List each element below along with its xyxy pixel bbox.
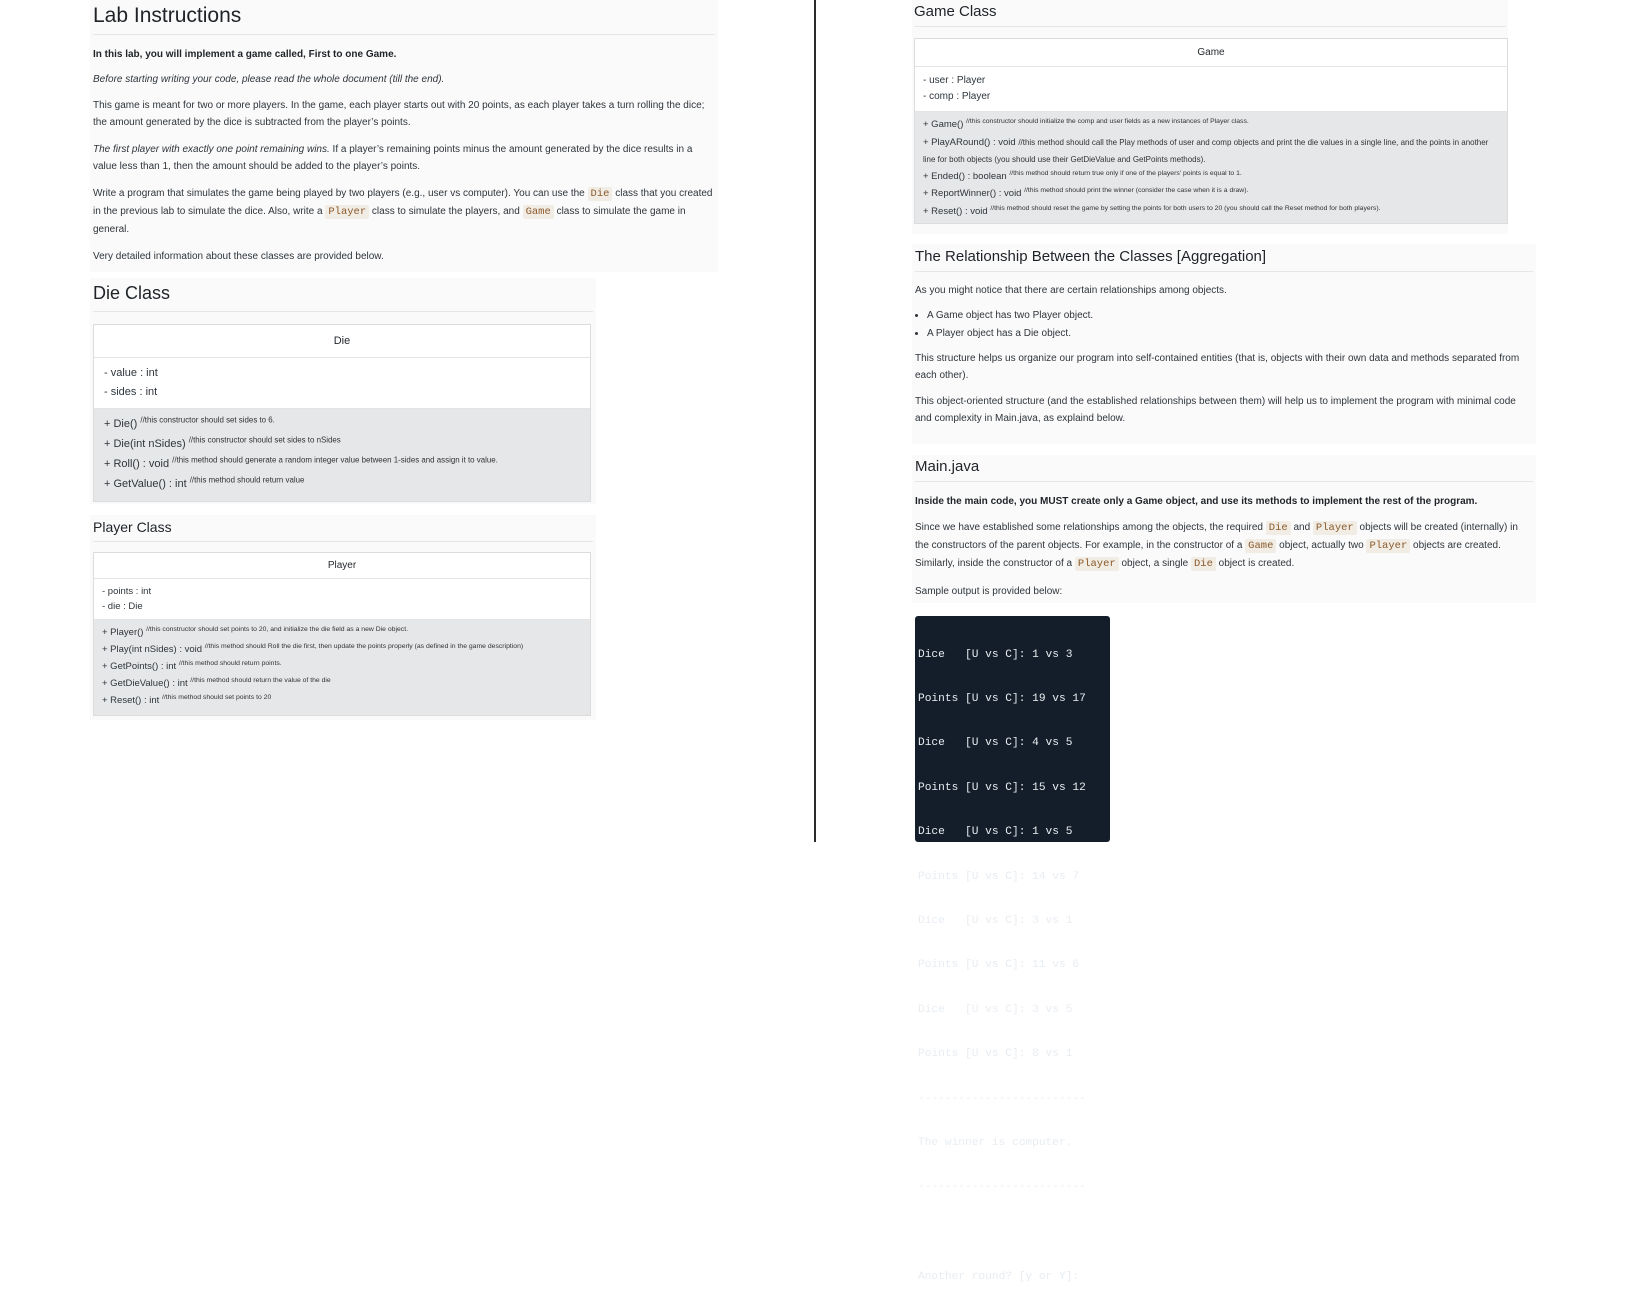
uml-attribute: - sides : int: [104, 386, 158, 398]
main-relationships-paragraph: [915, 519, 1533, 573]
text-span: class to simulate the game in general.: [93, 206, 686, 235]
inline-code-die: Die: [588, 187, 613, 201]
terminal-separator: -------------------------: [918, 1092, 1086, 1105]
uml-method: [923, 203, 1499, 221]
method-comment: //this method should call the Play methods of user and comp objects and print the die values in a single line, and the points in another line for both objects (you should use their GetDieValue and GetPoints methods).: [923, 137, 1489, 164]
method-signature: + Roll() : void: [104, 458, 170, 470]
method-comment: //this method should print the winner (consider the case when it is a draw).: [1024, 186, 1249, 194]
die-uml-title: Die: [94, 325, 590, 358]
inline-code-die: Die: [1191, 557, 1216, 571]
text-span: and: [1290, 522, 1313, 533]
inline-code-die: Die: [1266, 521, 1291, 535]
terminal-line: Points [U vs C]: 11 vs 6: [918, 959, 1080, 972]
game-description-paragraph: This game is meant for two or more players. In the game, each player starts out with 20 points, as each player takes a turn rolling the dice; the amount generated by the dice is subtracted from the player’s points.: [93, 100, 705, 128]
game-uml-table: [914, 38, 1508, 224]
lab-instructions-section: [90, 0, 718, 272]
terminal-line: Points [U vs C]: 19 vs 17: [918, 692, 1086, 705]
terminal-prompt: Another round? [y or Y]:: [918, 1271, 1086, 1284]
text-span: class to simulate the players, and: [369, 206, 523, 217]
uml-method: [102, 641, 582, 658]
sample-output-terminal: [915, 616, 1110, 1284]
terminal-winner-line: The winner is computer.: [918, 1136, 1073, 1149]
text-span: Write a program that simulates the game being played by two players (e.g., user vs computer). You can use the: [93, 188, 588, 199]
terminal-line: Dice [U vs C]: 4 vs 5: [918, 737, 1073, 750]
inline-code-player: Player: [1075, 557, 1119, 571]
uml-method: [923, 134, 1499, 168]
uml-attribute: - points : int: [102, 586, 152, 597]
uml-method: [104, 414, 580, 434]
die-class-section: [90, 278, 596, 504]
terminal-prompt-line: [918, 1269, 1107, 1284]
player-uml-title: Player: [94, 553, 590, 579]
main-java-section: [912, 455, 1536, 603]
uml-attribute: - user : Player: [923, 75, 986, 86]
relationship-heading: The Relationship Between the Classes [Aggregation]: [915, 244, 1533, 272]
terminal-line: Points [U vs C]: 14 vs 7: [918, 870, 1080, 883]
method-comment: //this method should return true only if one of the players' points is equal to 1.: [1009, 169, 1242, 177]
method-signature: + GetDieValue() : int: [102, 678, 188, 689]
intro-italic-text: Before starting writing your code, please read the whole document (till the end).: [93, 74, 445, 85]
uml-method: [104, 454, 580, 474]
details-note: Very detailed information about these classes are provided below.: [93, 251, 384, 262]
text-span: objects are created. Similarly, inside the constructor of a: [915, 540, 1501, 569]
list-item: • A Game object has two Player object.: [927, 307, 1533, 324]
method-signature: + Reset() : void: [923, 205, 988, 217]
method-signature: + Player(): [102, 627, 144, 638]
terminal-line: Points [U vs C]: 15 vs 12: [918, 781, 1086, 794]
terminal-line: Dice [U vs C]: 3 vs 5: [918, 1003, 1073, 1016]
game-uml-attributes: [915, 67, 1507, 112]
win-rule-paragraph: [93, 141, 715, 175]
die-uml-methods: [94, 409, 590, 501]
player-class-section: [90, 515, 596, 720]
game-uml-methods: [915, 112, 1507, 223]
method-comment: //this method should return points.: [178, 659, 282, 667]
method-comment: //this constructor should set sides to 6.: [140, 415, 275, 425]
relationship-list: [915, 307, 1533, 342]
main-java-heading: Main.java: [915, 455, 1533, 482]
relationship-section: [912, 244, 1536, 444]
method-signature: + Game(): [923, 119, 964, 130]
uml-attribute: - value : int: [104, 367, 158, 379]
method-comment: //this method should reset the game by setting the points for both users to 20 (you should call the Reset method for both players).: [990, 204, 1381, 212]
die-uml-attributes: [94, 358, 590, 409]
uml-method: [104, 474, 580, 494]
terminal-separator: -------------------------: [918, 1181, 1086, 1194]
relationship-structure-paragraph: This structure helps us organize our program into self-contained entities (that is, objects with their own data and methods separated from each other).: [915, 353, 1520, 381]
player-uml-table: [93, 552, 591, 716]
game-class-section: [912, 0, 1508, 234]
method-signature: + Die(int nSides): [104, 438, 186, 450]
terminal-cursor: [1086, 1269, 1093, 1281]
page-title: Lab Instructions: [93, 0, 715, 35]
method-comment: //this method should Roll the die first, then update the points properly (as defined in the game description): [204, 642, 524, 650]
page-divider: [814, 0, 816, 842]
method-signature: + Play(int nSides) : void: [102, 644, 203, 655]
method-comment: //this constructor should initialize the comp and user fields as a new instances of Player class.: [966, 117, 1249, 125]
text-span: class that you created in the previous lab to simulate the dice. Also, write a: [93, 188, 713, 217]
die-class-heading: Die Class: [93, 278, 593, 312]
game-class-heading: Game Class: [914, 0, 1506, 27]
method-comment: //this method should set points to 20: [161, 693, 272, 701]
uml-method: [102, 624, 582, 641]
win-rule-italic: The first player with exactly one point remaining wins.: [93, 144, 330, 155]
inline-code-game: Game: [523, 205, 554, 219]
relationship-intro: As you might notice that there are certain relationships among objects.: [915, 285, 1227, 296]
program-paragraph: [93, 185, 715, 238]
method-signature: + GetPoints() : int: [102, 661, 177, 672]
inline-code-player: Player: [1313, 521, 1357, 535]
player-uml-attributes: [94, 579, 590, 620]
terminal-line: Points [U vs C]: 8 vs 1: [918, 1048, 1073, 1061]
main-bold-instruction: Inside the main code, you MUST create only a Game object, and use its methods to implement the rest of the program.: [915, 496, 1478, 507]
text-span: Since we have established some relationships among the objects, the required: [915, 522, 1266, 533]
terminal-blank-line: [918, 1225, 1107, 1240]
uml-method: [102, 658, 582, 675]
win-rule-rest: If a player’s remaining points minus the amount generated by the dice results in a value less than 1, then the amount should be added to the player’s points.: [93, 144, 693, 172]
method-comment: //this method should return value: [189, 475, 305, 485]
terminal-line: Dice [U vs C]: 1 vs 3: [918, 648, 1073, 661]
uml-attribute: - comp : Player: [923, 91, 991, 102]
uml-method: [102, 675, 582, 692]
method-comment: //this constructor should set points to 20, and initialize the die field as a new Die object.: [146, 625, 408, 633]
method-signature: + PlayARound() : void: [923, 136, 1016, 148]
uml-method: [923, 168, 1499, 186]
uml-method: [104, 434, 580, 454]
method-signature: + ReportWinner() : void: [923, 188, 1022, 199]
uml-method: [923, 185, 1499, 203]
uml-attribute: - die : Die: [102, 601, 143, 612]
intro-bold-text: In this lab, you will implement a game called, First to one Game.: [93, 49, 397, 60]
list-item: • A Player object has a Die object.: [927, 325, 1533, 342]
method-comment: //this method should return the value of the die: [190, 676, 331, 684]
sample-output-label: Sample output is provided below:: [915, 586, 1063, 597]
text-span: objects will be created (internally) in the constructors of the parent objects. For example, in the constructor of a: [915, 522, 1518, 551]
method-comment: //this constructor should set sides to nSides: [188, 435, 341, 445]
inline-code-player: Player: [325, 205, 369, 219]
relationship-oo-paragraph: This object-oriented structure (and the established relationships between them) will help us to implement the program with minimal code and complexity in Main.java, as explaind below.: [915, 396, 1516, 424]
uml-method: [923, 116, 1499, 134]
method-signature: + Reset() : int: [102, 695, 160, 706]
terminal-line: Dice [U vs C]: 1 vs 5: [918, 826, 1073, 839]
inline-code-player: Player: [1366, 539, 1410, 553]
text-span: object, actually two: [1276, 540, 1367, 551]
terminal-line: Dice [U vs C]: 3 vs 1: [918, 914, 1073, 927]
text-span: object, a single: [1118, 558, 1191, 569]
die-uml-table: [93, 324, 591, 502]
game-uml-title: Game: [915, 39, 1507, 67]
method-signature: + Ended() : boolean: [923, 170, 1007, 182]
method-signature: + GetValue() : int: [104, 478, 187, 490]
method-comment: //this method should generate a random integer value between 1-sides and assign it to value.: [172, 455, 498, 465]
inline-code-game: Game: [1245, 539, 1276, 553]
uml-method: [102, 692, 582, 709]
player-class-heading: Player Class: [93, 515, 593, 542]
method-signature: + Die(): [104, 418, 138, 430]
player-uml-methods: [94, 620, 590, 715]
text-span: object is created.: [1215, 558, 1295, 569]
